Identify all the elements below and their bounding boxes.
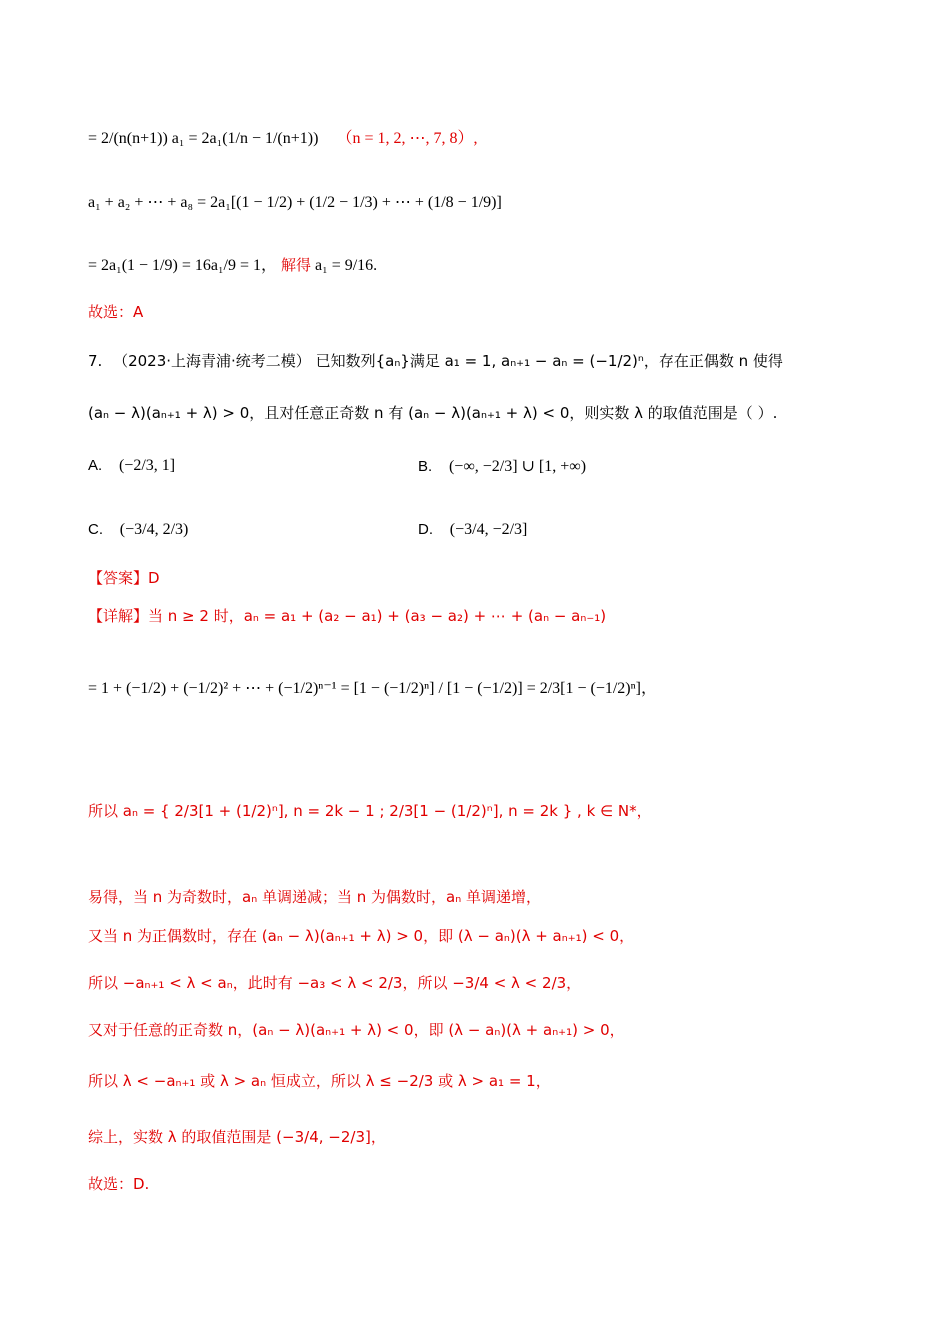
option-a-text: (−2/3, 1] bbox=[118, 457, 176, 474]
option-b-text: (−∞, −2/3] ∪ [1, +∞) bbox=[448, 458, 587, 475]
option-a bbox=[88, 456, 175, 475]
answer-value: D bbox=[148, 569, 160, 587]
option-d-text: (−3/4, −2/3] bbox=[449, 521, 528, 538]
prev-line1-math: = 2/(n(n+1)) a₁ = 2a₁(1/n − 1/(n+1)) bbox=[88, 130, 319, 147]
answer-line bbox=[88, 565, 160, 591]
detail-line-4: 易得，当 n 为奇数时，aₙ 单调递减；当 n 为偶数时，aₙ 单调递增， bbox=[88, 888, 541, 906]
question-stem-part2: (aₙ − λ)(aₙ₊₁ + λ) > 0，且对任意正奇数 n 有 (aₙ − λ)(aₙ₊₁ + λ) < 0，则实数 λ 的取值范围是（ ）. bbox=[88, 404, 778, 422]
detail-line-8: 所以 λ < −aₙ₊₁ 或 λ > aₙ 恒成立，所以 λ ≤ −2/3 或 λ > a₁ = 1， bbox=[88, 1072, 551, 1090]
detail-line-2: = 1 + (−1/2) + (−1/2)² + ⋯ + (−1/2)ⁿ⁻¹ = [1 − (−1/2)ⁿ] / [1 − (−1/2)] = 2/3[1 − (−1/2)ⁿ]， bbox=[88, 680, 657, 697]
answer-label: 【答案】 bbox=[88, 569, 149, 587]
option-d-label: D. bbox=[418, 521, 433, 538]
option-b-label: B. bbox=[418, 458, 433, 475]
prev-answer-line: 故选：A bbox=[88, 303, 144, 321]
detail-line-7: 又对于任意的正奇数 n，(aₙ − λ)(aₙ₊₁ + λ) < 0，即 (λ − aₙ)(λ + aₙ₊₁) > 0， bbox=[88, 1021, 625, 1039]
detail-line-3: 所以 aₙ = { 2/3[1 + (1/2)ⁿ], n = 2k − 1 ; 2/3[1 − (1/2)ⁿ], n = 2k } , k ∈ N*， bbox=[88, 802, 652, 820]
option-b bbox=[418, 456, 586, 476]
prev-line3-math: = 2a₁(1 − 1/9) = 16a₁/9 = 1， bbox=[88, 257, 278, 274]
option-d bbox=[418, 520, 527, 539]
question-stem-part1: 已知数列{aₙ}满足 a₁ = 1, aₙ₊₁ − aₙ = (−1/2)ⁿ，存在正偶数 n 使得 bbox=[315, 352, 783, 370]
detail-line-9: 综上，实数 λ 的取值范围是 (−3/4, −2/3]， bbox=[88, 1128, 386, 1146]
question-stem-line-2 bbox=[88, 400, 777, 426]
prev-line3-solve: 解得 bbox=[281, 256, 312, 274]
detail-line-5: 又当 n 为正偶数时，存在 (aₙ − λ)(aₙ₊₁ + λ) > 0，即 (λ − aₙ)(λ + aₙ₊₁) < 0， bbox=[88, 927, 635, 945]
question-stem-line-1 bbox=[88, 348, 783, 374]
prev-line2-math: a₁ + a₂ + ⋯ + a₈ = 2a₁[(1 − 1/2) + (1/2 − 1/3) + ⋯ + (1/8 − 1/9)] bbox=[88, 194, 502, 211]
prev-solution-line-1 bbox=[88, 126, 477, 152]
detail-label: 【详解】 bbox=[88, 607, 149, 625]
question-source: （2023·上海青浦·统考二模） bbox=[113, 352, 311, 370]
detail-line-6: 所以 −aₙ₊₁ < λ < aₙ，此时有 −a₃ < λ < 2/3，所以 −3/4 < λ < 2/3， bbox=[88, 974, 582, 992]
option-a-label: A. bbox=[88, 457, 103, 474]
prev-line1-condition: （n = 1, 2, ⋯, 7, 8）, bbox=[336, 130, 478, 147]
question-number: 7. bbox=[88, 352, 103, 370]
option-c-text: (−3/4, 2/3) bbox=[119, 521, 189, 538]
option-c-label: C. bbox=[88, 521, 103, 538]
detail-text-1: 当 n ≥ 2 时，aₙ = a₁ + (a₂ − a₁) + (a₃ − a₂) + ⋯ + (aₙ − aₙ₋₁) bbox=[148, 607, 607, 625]
detail-line-1 bbox=[88, 603, 606, 629]
prev-line3-result: a₁ = 9/16. bbox=[315, 257, 378, 274]
prev-solution-line-3 bbox=[88, 252, 377, 279]
prev-solution-line-2 bbox=[88, 190, 502, 216]
option-c bbox=[88, 520, 188, 539]
detail-line-10: 故选：D. bbox=[88, 1175, 150, 1193]
